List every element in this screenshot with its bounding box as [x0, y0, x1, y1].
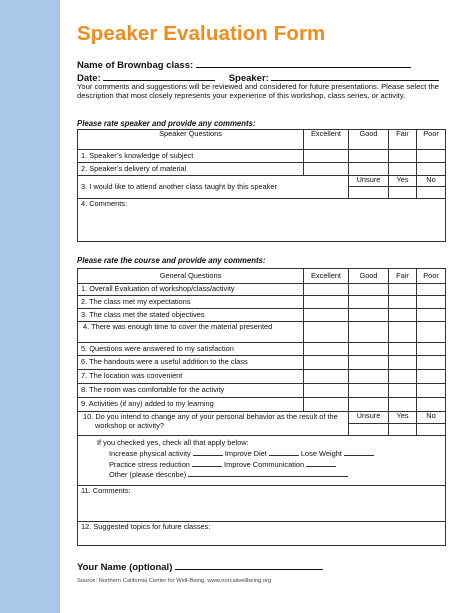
- rating-cell[interactable]: [417, 163, 446, 176]
- rating-cell[interactable]: [417, 322, 446, 343]
- comments-box[interactable]: [78, 199, 446, 242]
- rating-cell[interactable]: [417, 296, 446, 309]
- question-text-wrap: 4. There was enough time to cover the material presented: [83, 322, 273, 331]
- speaker-field[interactable]: [271, 71, 439, 81]
- brownbag-label: Name of Brownbag class:: [77, 60, 194, 71]
- rating-cell[interactable]: [349, 284, 389, 296]
- table-row: [78, 284, 446, 296]
- rating-cell[interactable]: [304, 150, 349, 163]
- stress-label: Practice stress reduction: [109, 460, 190, 469]
- poor-header: Poor: [417, 130, 446, 150]
- rating-cell[interactable]: [304, 398, 349, 412]
- fair-header: Fair: [389, 269, 417, 284]
- course-table: [77, 268, 446, 546]
- comments-label: 4. Comments:: [81, 199, 128, 208]
- intro-text: Your comments and suggestions will be reviewed and considered for future presentations. Please select the description that most closely represents your experience of this workshop, class series, or activity.: [77, 82, 439, 101]
- increase-activity-blank[interactable]: [193, 448, 223, 456]
- rating-cell[interactable]: [304, 284, 349, 296]
- communication-label: Improve Communication: [224, 460, 305, 469]
- rating-cell[interactable]: [304, 322, 349, 343]
- improve-diet-blank[interactable]: [269, 448, 299, 456]
- date-label: Date:: [77, 73, 101, 84]
- comments-label: 11. Comments:: [81, 486, 131, 495]
- question-text: 7. The location was convenient: [78, 370, 304, 384]
- yes-cell[interactable]: [389, 424, 417, 436]
- side-color-bar: [0, 0, 60, 613]
- rating-cell[interactable]: [349, 163, 389, 176]
- rating-cell[interactable]: [417, 370, 446, 384]
- good-header: Good: [349, 269, 389, 284]
- lose-weight-blank[interactable]: [344, 448, 374, 456]
- rating-cell[interactable]: [349, 150, 389, 163]
- question-text: 1. Speaker’s knowledge of subject: [78, 150, 304, 163]
- unsure-label: Unsure: [349, 176, 389, 187]
- table-row: [78, 356, 446, 370]
- table-row: [78, 412, 446, 424]
- unsure-cell[interactable]: [349, 424, 389, 436]
- question-text: 1. Overall Evaluation of workshop/class/activity: [78, 284, 304, 296]
- rating-cell[interactable]: [304, 356, 349, 370]
- no-cell[interactable]: [417, 187, 446, 199]
- no-label: No: [417, 412, 446, 424]
- question-text: [78, 412, 349, 436]
- name-label: Your Name (optional): [77, 562, 173, 573]
- poor-header: Poor: [417, 269, 446, 284]
- table-row: [78, 296, 446, 309]
- good-header: Good: [349, 130, 389, 150]
- suggestions-box[interactable]: [78, 522, 446, 546]
- checklist-intro: If you checked yes, check all that apply below:: [97, 438, 249, 447]
- yes-label: Yes: [389, 176, 417, 187]
- question-text: 3. I would like to attend another class taught by this speaker: [78, 176, 349, 199]
- form-title: Speaker Evaluation Form: [77, 22, 326, 45]
- brownbag-field[interactable]: [196, 58, 411, 68]
- suggestions-row: [78, 522, 446, 546]
- checklist-line-1: [85, 448, 438, 459]
- fair-header: Fair: [389, 130, 417, 150]
- other-blank[interactable]: [188, 469, 348, 477]
- rating-cell[interactable]: [304, 370, 349, 384]
- unsure-label: Unsure: [349, 412, 389, 424]
- rating-cell[interactable]: [304, 296, 349, 309]
- rating-cell[interactable]: [417, 309, 446, 322]
- table-row: [78, 343, 446, 356]
- rating-cell[interactable]: [389, 356, 417, 370]
- rating-cell[interactable]: [349, 296, 389, 309]
- table-row: [78, 150, 446, 163]
- question-text: 3. The class met the stated objectives: [78, 309, 304, 322]
- rating-cell[interactable]: [389, 384, 417, 398]
- date-field[interactable]: [103, 71, 215, 81]
- stress-blank[interactable]: [192, 459, 222, 467]
- table-row: [78, 384, 446, 398]
- rating-cell[interactable]: [417, 343, 446, 356]
- rating-cell[interactable]: [304, 384, 349, 398]
- unsure-cell[interactable]: [349, 187, 389, 199]
- comments-row: [78, 486, 446, 522]
- speaker-header-row: [78, 130, 446, 150]
- lose-weight-label: Lose Weight: [300, 449, 342, 458]
- speaker-table: [77, 129, 446, 242]
- rating-cell[interactable]: [389, 398, 417, 412]
- rating-cell[interactable]: [389, 150, 417, 163]
- rating-cell[interactable]: [349, 398, 389, 412]
- increase-activity-label: Increase physical activity: [109, 449, 191, 458]
- checklist-row: [78, 436, 446, 486]
- checklist-line-3: [85, 469, 438, 480]
- no-label: No: [417, 176, 446, 187]
- yes-cell[interactable]: [389, 187, 417, 199]
- course-header-row: [78, 269, 446, 284]
- rating-cell[interactable]: [304, 163, 349, 176]
- rating-cell[interactable]: [417, 384, 446, 398]
- excellent-header: Excellent: [304, 269, 349, 284]
- rating-cell[interactable]: [304, 309, 349, 322]
- rating-cell[interactable]: [417, 284, 446, 296]
- table-row: [78, 370, 446, 384]
- question-text: [78, 322, 304, 343]
- rating-cell[interactable]: [417, 356, 446, 370]
- checklist-block: [81, 436, 442, 481]
- brownbag-row: [77, 58, 411, 71]
- rating-cell[interactable]: [349, 322, 389, 343]
- speaker-section-title: Please rate speaker and provide any comments:: [77, 119, 256, 128]
- no-cell[interactable]: [417, 424, 446, 436]
- rating-cell[interactable]: [389, 284, 417, 296]
- excellent-header: Excellent: [304, 130, 349, 150]
- table-row: [78, 322, 446, 343]
- table-row: [78, 309, 446, 322]
- rating-cell[interactable]: [389, 343, 417, 356]
- question-text: 5. Questions were answered to my satisfaction: [78, 343, 304, 356]
- other-label: Other (please describe): [109, 470, 187, 479]
- rating-cell[interactable]: [349, 356, 389, 370]
- rating-cell[interactable]: [389, 163, 417, 176]
- checklist-cell: [78, 436, 446, 486]
- rating-cell[interactable]: [304, 343, 349, 356]
- comments-row: [78, 199, 446, 242]
- table-row: [78, 176, 446, 187]
- question-text: 6. The handouts were a useful addition to the class: [78, 356, 304, 370]
- question-text: 2. Speaker’s delivery of material: [78, 163, 304, 176]
- question-text: 9. Activities (if any) added to my learning: [78, 398, 304, 412]
- rating-cell[interactable]: [389, 296, 417, 309]
- source-note: Source: Northern California Center for Well-Being, www.norcalwellbeing.org: [77, 578, 272, 584]
- name-field[interactable]: [175, 560, 323, 570]
- rating-cell[interactable]: [389, 370, 417, 384]
- communication-blank[interactable]: [306, 459, 336, 467]
- question-text: 2. The class met my expectations: [78, 296, 304, 309]
- table-row: [78, 398, 446, 412]
- improve-diet-label: Improve Diet: [224, 449, 267, 458]
- rating-cell[interactable]: [389, 322, 417, 343]
- rating-cell[interactable]: [349, 309, 389, 322]
- speaker-label: Speaker:: [228, 73, 269, 84]
- rating-cell[interactable]: [349, 370, 389, 384]
- rating-cell[interactable]: [349, 384, 389, 398]
- course-section-title: Please rate the course and provide any comments:: [77, 256, 266, 265]
- name-row: [77, 560, 323, 573]
- speaker-questions-header: Speaker Questions: [78, 130, 304, 150]
- suggestions-label: 12. Suggested topics for future classes:: [81, 522, 211, 531]
- general-questions-header: General Questions: [78, 269, 304, 284]
- rating-cell[interactable]: [349, 343, 389, 356]
- rating-cell[interactable]: [417, 398, 446, 412]
- rating-cell[interactable]: [417, 150, 446, 163]
- comments-box[interactable]: [78, 486, 446, 522]
- yes-label: Yes: [389, 412, 417, 424]
- table-row: [78, 163, 446, 176]
- checklist-line-2: [85, 459, 438, 469]
- question-text-wrap: 10. Do you intend to change any of your personal behavior as the result of the workshop or activity?: [83, 412, 338, 430]
- question-text: 8. The room was comfortable for the activity: [78, 384, 304, 398]
- rating-cell[interactable]: [389, 309, 417, 322]
